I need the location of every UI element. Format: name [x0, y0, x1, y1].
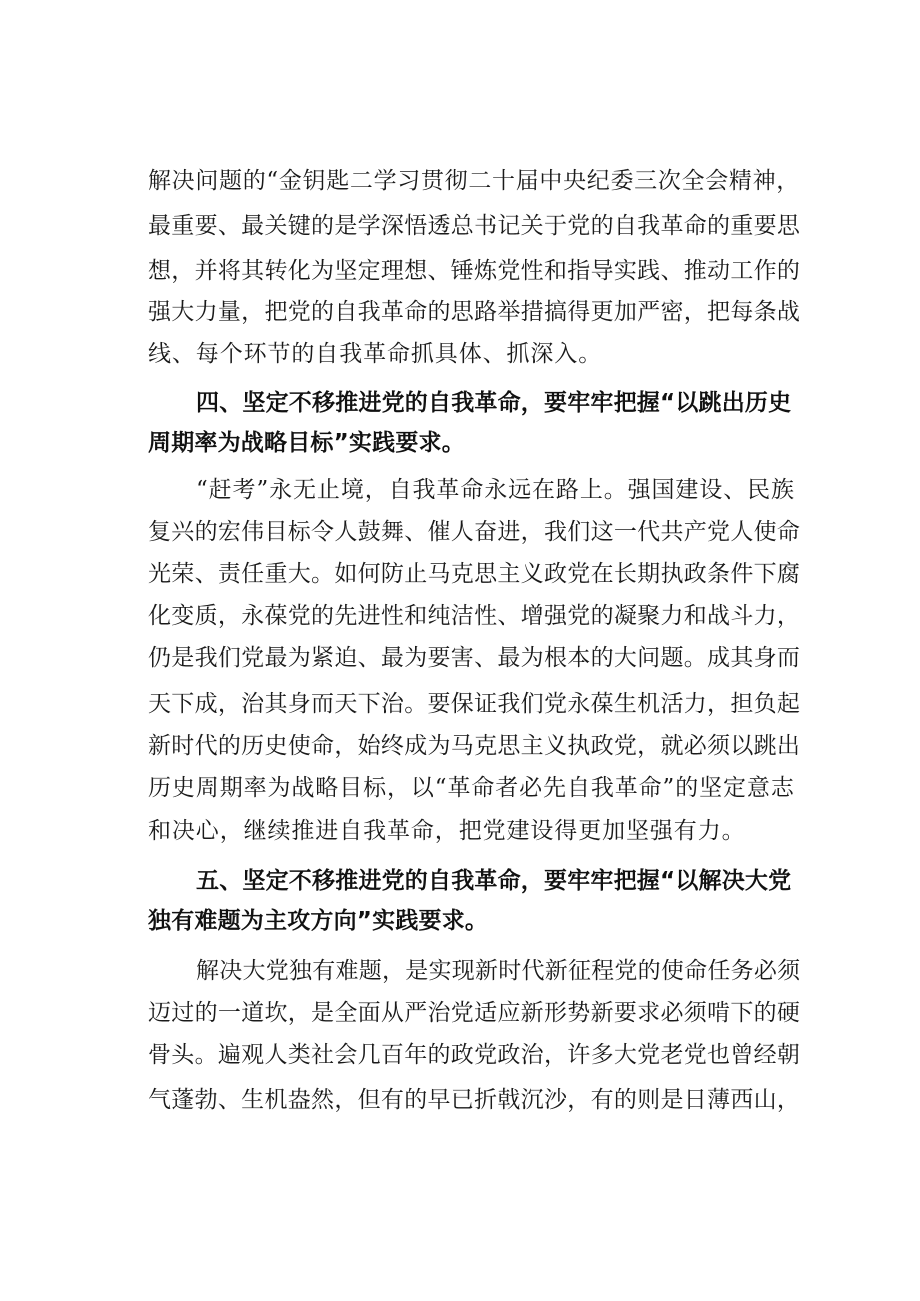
- paragraph-line: 化变质，永葆党的先进性和纯洁性、增强党的凝聚力和战斗力，: [148, 603, 801, 629]
- paragraph-line: 光荣、责任重大。如何防止马克思主义政党在长期执政条件下腐: [148, 561, 801, 587]
- paragraph-line: 想，并将其转化为坚定理想、锤炼党性和指导实践、推动工作的: [148, 258, 801, 284]
- paragraph-line: 天下成，治其身而天下治。要保证我们党永葆生机活力，担负起: [148, 691, 801, 717]
- paragraph-line: 强大力量，把党的自我革命的思路举措搞得更加严密，把每条战: [148, 299, 801, 325]
- paragraph-line: 骨头。遍观人类社会几百年的政党政治，许多大党老党也曾经朝: [148, 1042, 801, 1068]
- paragraph-line: 复兴的宏伟目标令人鼓舞、催人奋进，我们这一代共产党人使命: [148, 519, 801, 545]
- paragraph-line: 解决大党独有难题，是实现新时代新征程党的使命任务必须: [196, 958, 801, 984]
- heading-line: 独有难题为主攻方向”实践要求。: [148, 908, 489, 934]
- heading-line: 四、坚定不移推进党的自我革命，要牢牢把握“以跳出历史: [196, 390, 792, 416]
- heading-line: 周期率为战略目标”实践要求。: [148, 430, 465, 456]
- paragraph-line: 解决问题的“金钥匙二学习贯彻二十届中央纪委三次全会精神，: [148, 168, 800, 194]
- paragraph-line: 仍是我们党最为紧迫、最为要害、最为根本的大问题。成其身而: [148, 645, 801, 671]
- paragraph-line: 历史周期率为战略目标，以“革命者必先自我革命”的坚定意志: [148, 775, 795, 801]
- heading-line: 五、坚定不移推进党的自我革命，要牢牢把握“以解决大党: [196, 868, 792, 894]
- paragraph-line: 和决心，继续推进自我革命，把党建设得更加坚强有力。: [148, 818, 746, 844]
- paragraph-line: 迈过的一道坎，是全面从严治党适应新形势新要求必须啃下的硬: [148, 1000, 801, 1026]
- paragraph-line: 新时代的历史使命，始终成为马克思主义执政党，就必须以跳出: [148, 733, 801, 759]
- paragraph-line: 线、每个环节的自我革命抓具体、抓深入。: [148, 341, 603, 367]
- paragraph-line: 气蓬勃、生机盎然，但有的早已折戟沉沙，有的则是日薄西山，: [148, 1087, 801, 1113]
- paragraph-line: “赶考”永无止境，自我革命永远在路上。强国建设、民族: [196, 477, 795, 503]
- paragraph-line: 最重要、最关键的是学深悟透总书记关于党的自我革命的重要思: [148, 213, 801, 239]
